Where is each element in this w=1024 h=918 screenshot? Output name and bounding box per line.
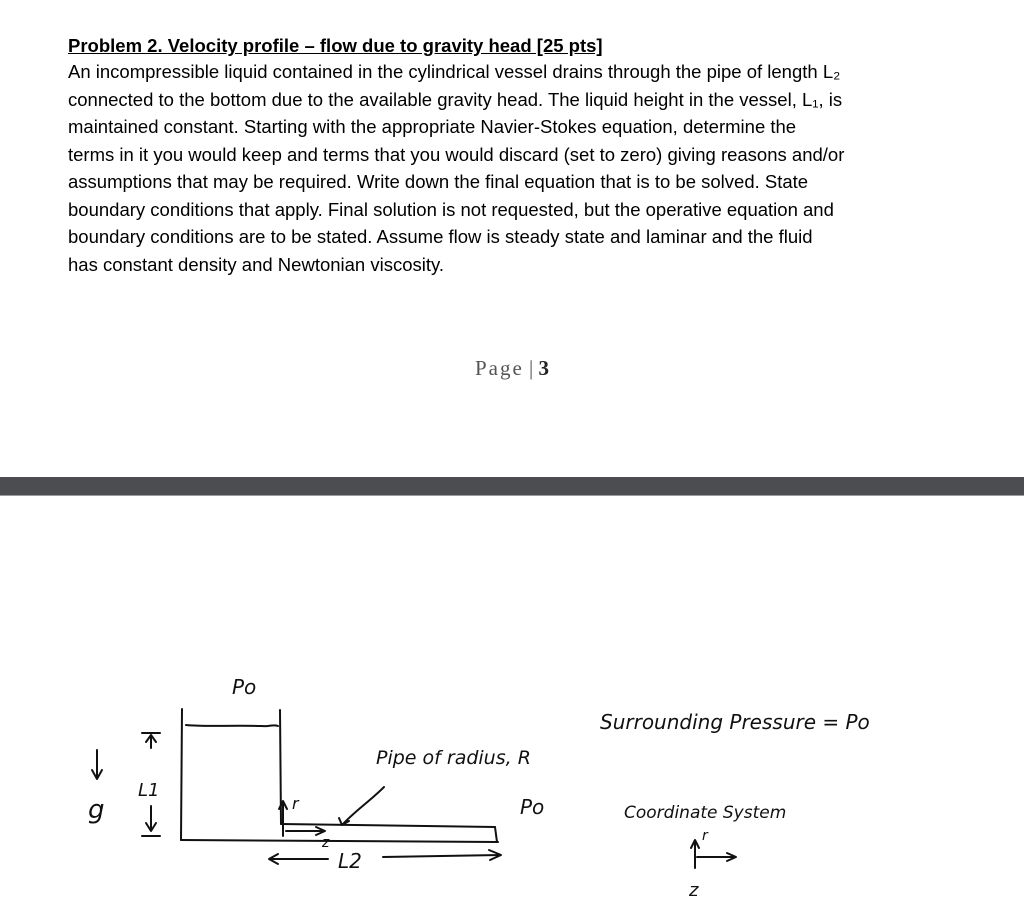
outlet-pressure-label: Po	[520, 795, 545, 819]
vessel-left-wall	[181, 709, 182, 840]
coord-z-arrow	[697, 853, 736, 861]
sketch-diagram	[0, 496, 1024, 918]
problem-line: maintained constant. Starting with the appropriate Navier-Stokes equation, determine the	[68, 116, 797, 137]
height-label: L1	[138, 780, 160, 801]
coordinate-z-label: z	[689, 880, 699, 901]
pipe-label: Pipe of radius, R	[376, 747, 531, 769]
page-separator: |	[529, 356, 534, 380]
length-left-arrow	[269, 854, 328, 864]
page-divider	[0, 477, 1024, 495]
top-pressure-label: Po	[232, 675, 257, 699]
radial-label: r	[292, 794, 299, 813]
problem-line: An incompressible liquid contained in the cylindrical vessel drains through the pipe of length L₂	[68, 61, 841, 82]
problem-title: Problem 2. Velocity profile – flow due to gravity head [25 pts]	[68, 35, 603, 56]
page-number	[0, 356, 1024, 381]
problem-line: has constant density and Newtonian viscosity.	[68, 253, 445, 275]
problem-line: connected to the bottom due to the available gravity head. The liquid height in the vessel, L₁, is	[68, 88, 843, 110]
problem-line: terms in it you would keep and terms that you would discard (set to zero) giving reasons and/or	[68, 143, 845, 165]
problem-statement	[68, 34, 968, 278]
axial-arrow	[286, 827, 325, 835]
gravity-label: g	[88, 795, 105, 825]
pipe-length-label: L2	[338, 849, 362, 873]
height-down-arrow	[146, 806, 156, 831]
axial-label: z	[322, 835, 330, 851]
problem-line: assumptions that may be required. Write down the final equation that is to be solved. State	[68, 171, 809, 192]
pipe-end	[495, 827, 497, 842]
pipe-top-wall	[281, 824, 495, 827]
page-number-value: 3	[538, 356, 550, 380]
surrounding-pressure-label: Surrounding Pressure = Po	[600, 710, 870, 734]
coordinate-system-title: Coordinate System	[624, 803, 787, 823]
problem-line: boundary conditions that apply. Final solution is not requested, but the operative equation and	[68, 198, 834, 220]
problem-line: boundary conditions are to be stated. Assume flow is steady state and laminar and the fluid	[68, 226, 813, 247]
height-up-arrow	[146, 735, 156, 748]
liquid-surface	[186, 725, 278, 726]
page-label: Page	[474, 356, 524, 380]
pipe-pointer	[339, 787, 384, 825]
coord-r-arrow	[691, 840, 699, 868]
length-right-arrow	[383, 850, 501, 860]
vessel-bottom	[181, 840, 498, 842]
coordinate-r-label: r	[702, 828, 708, 844]
